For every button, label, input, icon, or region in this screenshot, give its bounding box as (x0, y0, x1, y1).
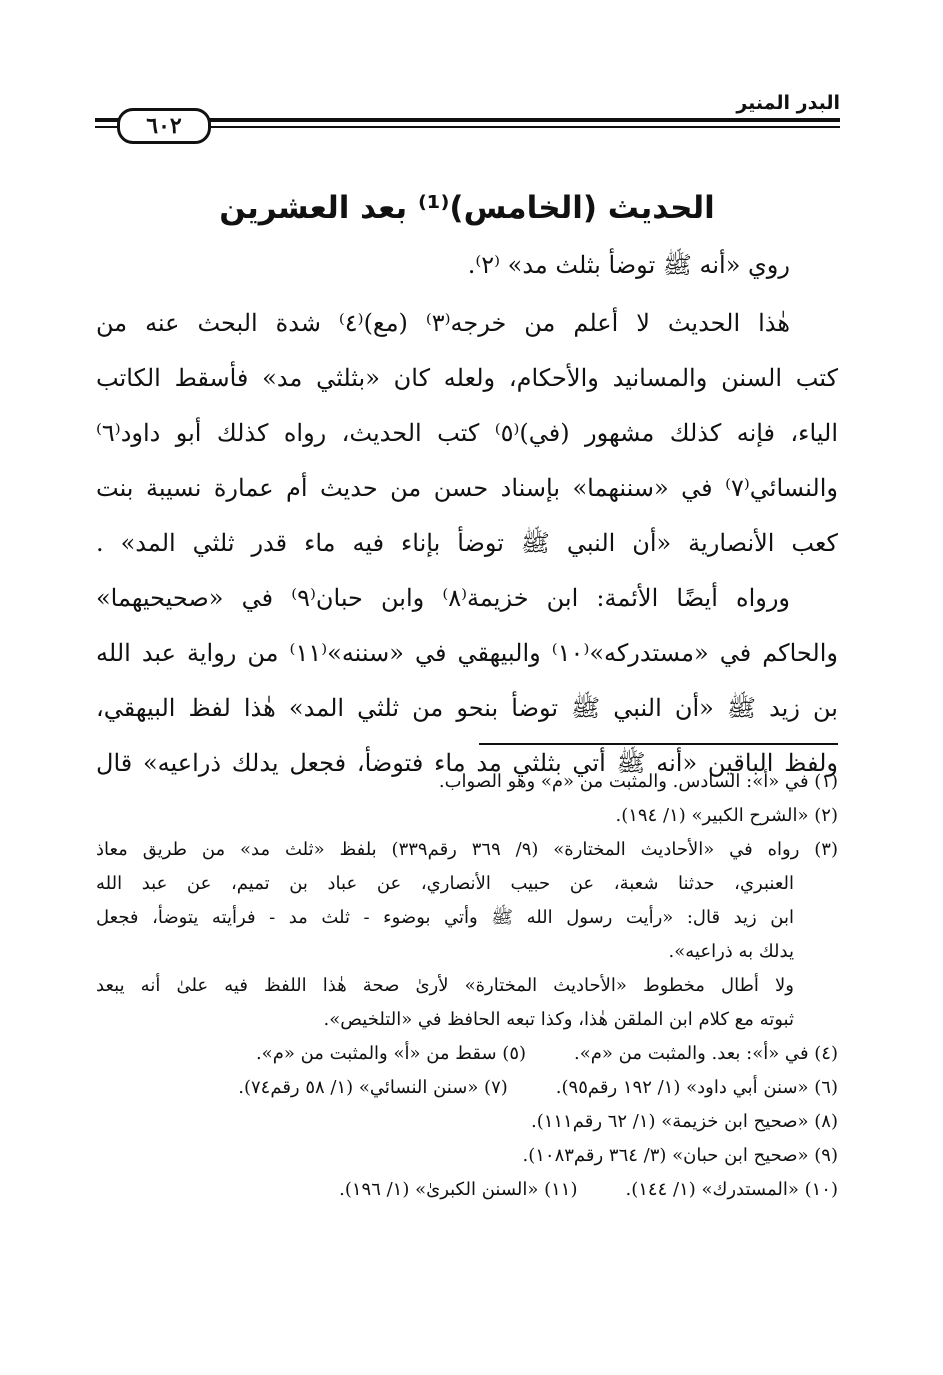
text-line: هٰذا الحديث لا أعلم من خرجه⁽٣⁾ (مع)⁽٤⁾ شدة البحث عنه من (96, 309, 790, 337)
footnote-row-6-7 (96, 1071, 838, 1105)
footnote-3-cont: ابن زيد قال: «رأيت رسول الله ﷺ وأتي بوضوء - ثلث مد - فرأيته يتوضأ، فجعل (96, 907, 794, 928)
text-line: روي «أنه ﷺ توضأ بثلث مد» ⁽٢⁾. (467, 251, 790, 279)
footnote-1: (١) في «أ»: السادس. والمثبت من «م» وهو الصواب. (438, 771, 838, 792)
footnote-3-comment: ثبوته مع كلام ابن الملقن هٰذا، وكذا تبعه الحافظ في «التلخيص». (323, 1009, 794, 1030)
page-header (95, 88, 840, 148)
footnotes (96, 765, 838, 1207)
footnote-2: (٢) «الشرح الكبير» (١/ ١٩٤). (615, 805, 838, 826)
footnote-row-10-11 (96, 1173, 838, 1207)
text-line: كعب الأنصارية «أن النبي ﷺ توضأ بإناء فيه ماء قدر ثلثي المد» . (96, 529, 838, 557)
footnote-3: (٣) رواه في «الأحاديث المختارة» (٩/ ٣٦٩ رقم٣٣٩) بلفظ «ثلث مد» من طريق معاذ (96, 839, 838, 860)
footnote-7: (٧) «سنن النسائي» (١/ ٥٨ رقم٧٤). (238, 1077, 508, 1098)
footnote-4: (٤) في «أ»: بعد. والمثبت من «م». (574, 1043, 838, 1064)
footnote-8: (٨) «صحيح ابن خزيمة» (١/ ٦٢ رقم١١١). (530, 1111, 838, 1132)
footnote-separator (479, 743, 838, 745)
main-text (96, 178, 838, 791)
footnote-3-cont: يدلك به ذراعيه». (668, 941, 794, 962)
text-line: الياء، فإنه كذلك مشهور (في)⁽٥⁾ كتب الحديث، رواه كذلك أبو داود⁽٦⁾ (96, 419, 838, 447)
text-line: ولفظ الباقين «أنه ﷺ أتي بثلثي مد ماء فتوضأ، فجعل يدلك ذراعيه» قال (96, 749, 838, 777)
text-line: بن زيد ﷺ «أن النبي ﷺ توضأ بنحو من ثلثي المد» هٰذا لفظ البيهقي، (96, 694, 838, 722)
text-line: والنسائي⁽٧⁾ في «سننهما» بإسناد حسن من حديث أم عمارة نسيبة بنت (96, 474, 838, 502)
footnote-3-comment: ولا أطال مخطوط «الأحاديث المختارة» لأرىٰ صحة هٰذا اللفظ فيه علىٰ أنه يبعد (96, 975, 794, 996)
footnote-11: (١١) «السنن الكبرىٰ» (١/ ١٩٦). (339, 1179, 578, 1200)
footnote-10: (١٠) «المستدرك» (١/ ١٤٤). (625, 1179, 838, 1200)
footnote-6: (٦) «سنن أبي داود» (١/ ١٩٢ رقم٩٥). (555, 1077, 838, 1098)
footnote-5: (٥) سقط من «أ» والمثبت من «م». (255, 1043, 527, 1064)
footnote-9: (٩) «صحيح ابن حبان» (٣/ ٣٦٤ رقم١٠٨٣). (522, 1145, 838, 1166)
text-line: والحاكم في «مستدركه»⁽١٠⁾ والبيهقي في «سننه»⁽١١⁾ من رواية عبد الله (96, 639, 838, 667)
footnote-3-cont: العنبري، حدثنا شعبة، عن حبيب الأنصاري، عن عباد بن تميم، عن عبد الله (96, 873, 794, 894)
text-line: ورواه أيضًا الأئمة: ابن خزيمة⁽٨⁾ وابن حبان⁽٩⁾ في «صحيحيهما» (96, 584, 790, 612)
footnote-row-4-5 (96, 1037, 838, 1071)
text-line: كتب السنن والمسانيد والأحكام، ولعله كان «بثلثي مد» فأسقط الكاتب (96, 364, 838, 392)
page-number: ٦٠٢ (117, 108, 211, 144)
hadith-title: الحديث (الخامس)⁽¹⁾ بعد العشرين (219, 190, 715, 226)
running-title: البدر المنير (736, 92, 840, 114)
